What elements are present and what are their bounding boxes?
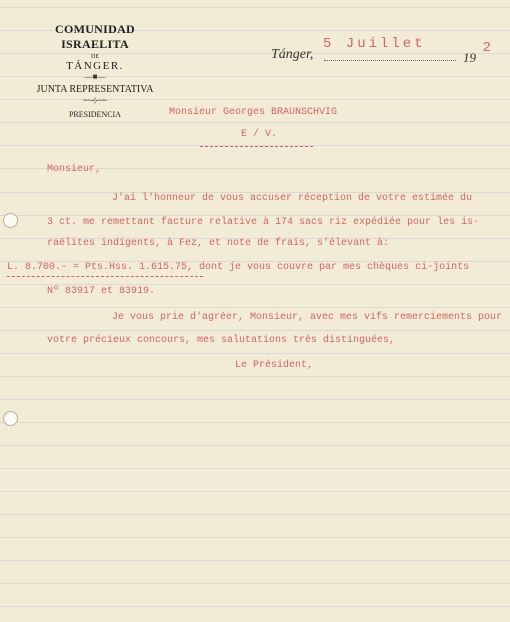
letterhead-city: TÁNGER. [66, 60, 124, 72]
letterhead-presidencia: PRESIDENCIA [68, 110, 121, 119]
punch-hole-bottom [3, 411, 18, 426]
recipient-name: Monsieur Georges BRAUNSCHVIG [169, 107, 338, 118]
date-dotted-rule [324, 60, 456, 61]
date-line [268, 36, 498, 66]
body-line-amounts: L. 8.700.- = Pts.Hss. 1.615.75, dont je vous couvre par mes chèques ci-joints [7, 262, 470, 273]
punch-hole-top [3, 213, 18, 228]
body-line: Je vous prie d'agréer, Monsieur, avec mes vifs remerciements pour [112, 312, 503, 323]
letterhead-community: COMUNIDAD ISRAELITA [54, 22, 136, 51]
reference-underline [200, 146, 313, 147]
flourish-icon: ~~⊹~~ [82, 96, 107, 105]
body-line: 3 ct. me remettant facture relative à 174 sacs riz expédiée pour les is- [47, 217, 480, 228]
letterhead-ornament-icon: —■— [84, 72, 106, 81]
body-line: raëlites indigents, à Fez, et note de frais, s'élevant à: [47, 238, 390, 249]
amount-underline [7, 276, 203, 277]
body-line-cheques: Nº 83917 et 83919. [47, 286, 156, 297]
closing: Le Président, [235, 360, 314, 371]
letterhead [20, 22, 170, 119]
typed-year: 2 [482, 40, 491, 56]
letterhead-junta: JUNTA REPRESENTATIVA [36, 84, 154, 95]
typed-date: 5 Juillet [323, 36, 426, 52]
letterhead-de: DE [91, 54, 99, 60]
printed-year-prefix: 19 [463, 50, 476, 65]
reference: E / V. [241, 129, 278, 140]
printed-city: Tánger, [271, 47, 314, 62]
body-line: J'ai l'honneur de vous accuser réception de votre estimée du [112, 193, 473, 204]
body-line: votre précieux concours, mes salutations très distinguées, [47, 335, 396, 346]
salutation: Monsieur, [47, 164, 102, 175]
